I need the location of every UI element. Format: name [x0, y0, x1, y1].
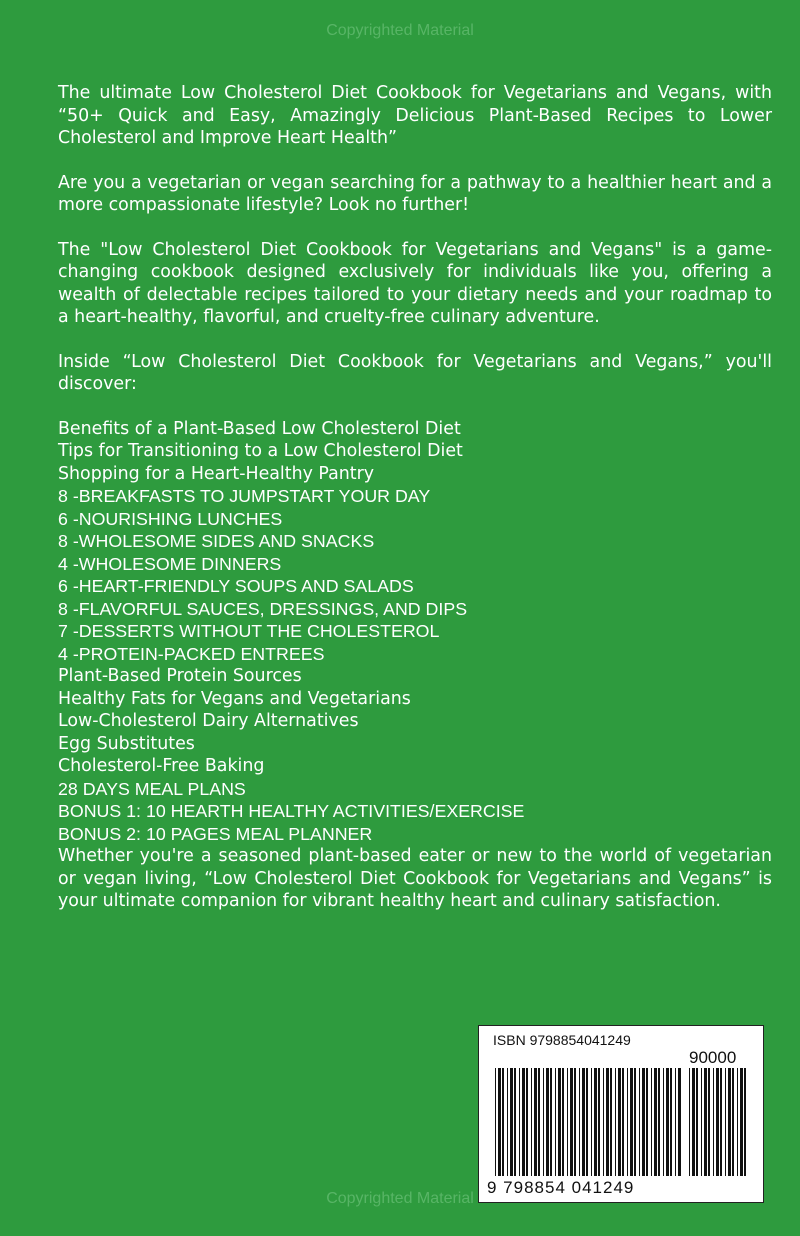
list-item: Benefits of a Plant-Based Low Cholesterol Diet — [58, 418, 461, 439]
list-item: 8 -FLAVORFUL SAUCES, DRESSINGS, AND DIPS — [58, 598, 468, 619]
watermark-top: Copyrighted Material — [326, 22, 474, 39]
list-item: 6 -NOURISHING LUNCHES — [58, 508, 283, 529]
question-paragraph: Are you a vegetarian or vegan searching for a pathway to a healthier heart and a more compassionate lifestyle? Look no further! — [58, 172, 772, 215]
list-item: 8 -WHOLESOME SIDES AND SNACKS — [58, 531, 375, 551]
list-item: 4 -WHOLESOME DINNERS — [58, 553, 282, 574]
list-item: Healthy Fats for Vegans and Vegetarians — [58, 688, 411, 709]
inside-paragraph: Inside “Low Cholesterol Diet Cookbook for Vegetarians and Vegans,” you'll discover: — [58, 351, 772, 394]
intro-paragraph: The ultimate Low Cholesterol Diet Cookbook for Vegetarians and Vegans, with “50+ Quick and Easy, Amazingly Delicious Plant-Based Recipes to Lower Cholesterol and Improve Heart Health” — [58, 83, 772, 148]
barcode-bars — [495, 1068, 681, 1176]
list-item: 7 -DESSERTS WITHOUT THE CHOLESTEROL — [58, 621, 440, 641]
isbn-label: ISBN 9798854041249 — [493, 1032, 631, 1048]
back-cover-text — [58, 82, 772, 913]
list-item: Low-Cholesterol Dairy Alternatives — [58, 711, 359, 731]
list-item: Egg Substitutes — [58, 733, 195, 754]
list-item: Plant-Based Protein Sources — [58, 666, 302, 686]
description-paragraph: The "Low Cholesterol Diet Cookbook for Vegetarians and Vegans" is a game-changing cookbook designed exclusively for individuals like you, offering a wealth of delectable recipes tailored to your dietary needs and your roadmap to a heart-healthy, flavorful, and cruelty-free culinary adventure. — [58, 239, 772, 327]
list-item: 4 -PROTEIN-PACKED ENTREES — [58, 643, 325, 664]
isbn-barcode: ISBN 9798854041249 90000 9 798854 041249 — [478, 1025, 764, 1203]
contents-list — [58, 418, 772, 846]
list-item: Tips for Transitioning to a Low Cholesterol Diet — [58, 441, 463, 461]
watermark-bottom: Copyrighted Material — [326, 1190, 474, 1207]
list-item: Shopping for a Heart-Healthy Pantry — [58, 463, 375, 484]
list-item: 28 DAYS MEAL PLANS — [58, 778, 246, 799]
price-barcode-bars — [689, 1068, 751, 1176]
list-item: BONUS 2: 10 PAGES MEAL PLANNER — [58, 823, 373, 844]
list-item: BONUS 1: 10 HEARTH HEALTHY ACTIVITIES/EXERCISE — [58, 801, 525, 821]
closing-paragraph: Whether you're a seasoned plant-based eater or new to the world of vegetarian or vegan living, “Low Cholesterol Diet Cookbook for Vegetarians and Vegans” is your ultimate companion for vibrant healthy heart and culinary satisfaction. — [58, 846, 772, 911]
list-item: Cholesterol-Free Baking — [58, 756, 265, 776]
list-item: 6 -HEART-FRIENDLY SOUPS AND SALADS — [58, 576, 414, 596]
list-item: 8 -BREAKFASTS TO JUMPSTART YOUR DAY — [58, 486, 431, 506]
price-code: 90000 — [689, 1048, 737, 1067]
